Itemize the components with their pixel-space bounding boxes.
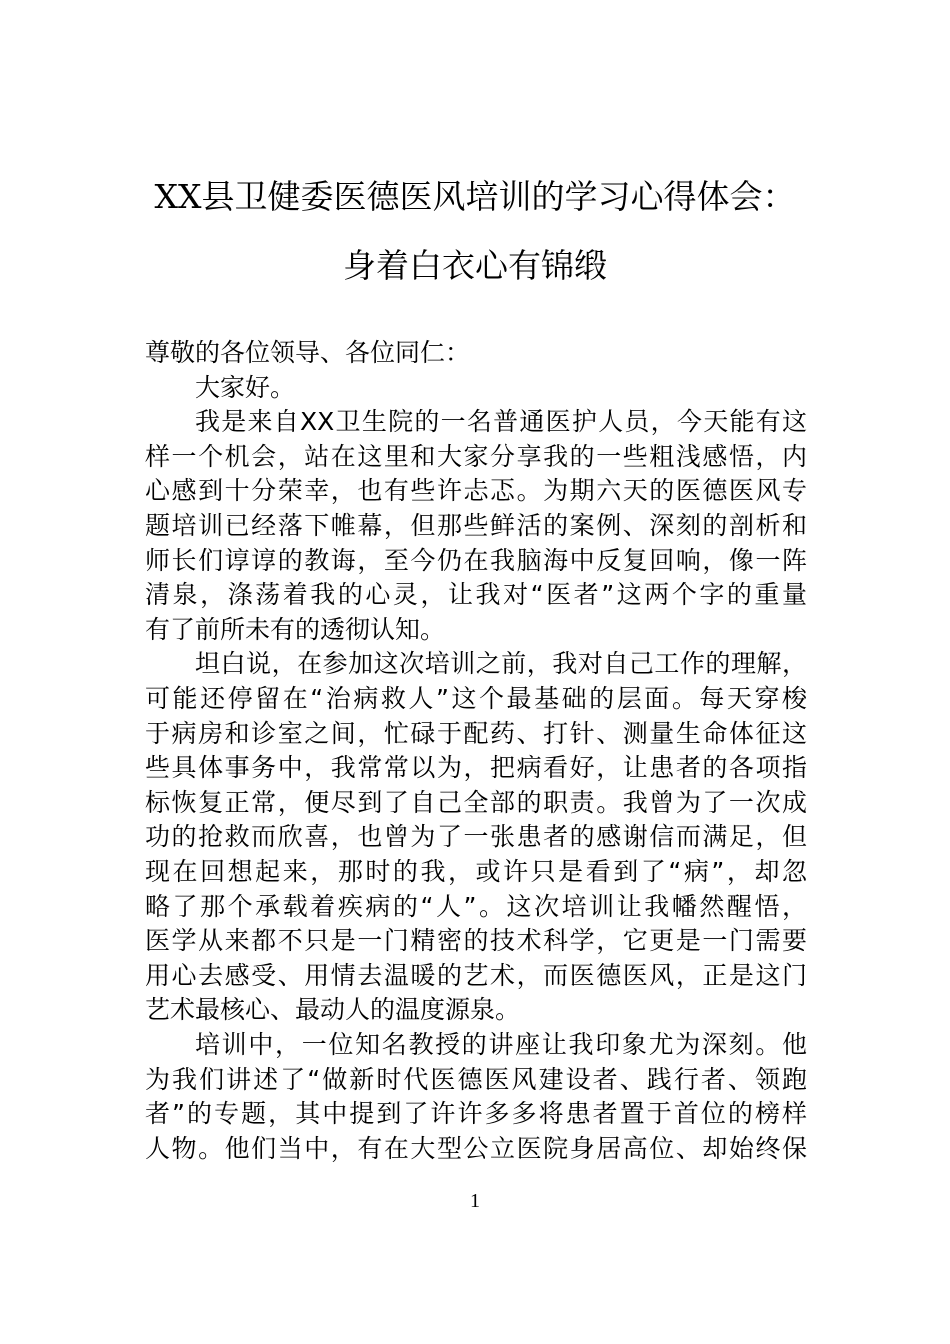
paragraph-3-line: 些具体事务中，我常常以为，把病看好，让患者的各项指: [145, 753, 807, 783]
paragraph-4-line: 为我们讲述了“做新时代医德医风建设者、践行者、领跑: [145, 1064, 807, 1094]
paragraph-3-line: 标恢复正常，便尽到了自己全部的职责。我曾为了一次成: [145, 787, 807, 817]
paragraph-4-line: 培训中，一位知名教授的讲座让我印象尤为深刻。他: [195, 1030, 807, 1059]
paragraph-4-line: 者”的专题，其中提到了许许多多将患者置于首位的榜样: [145, 1099, 807, 1129]
paragraph-2-line: 师长们谆谆的教诲，至今仍在我脑海中反复回响，像一阵: [145, 545, 807, 575]
paragraph-3-line: 略了那个承载着疾病的“人”。这次培训让我幡然醒悟，: [145, 891, 807, 921]
paragraph-2-line: 题培训已经落下帷幕，但那些鲜活的案例、深刻的剖析和: [145, 511, 807, 540]
paragraph-3-line: 于病房和诊室之间，忙碌于配药、打针、测量生命体征这: [145, 718, 807, 748]
paragraph-2-line: 有了前所未有的透彻认知。: [145, 614, 446, 644]
document-title-line-1: XX县卫健委医德医风培训的学习心得体会：: [154, 177, 796, 216]
paragraph-3-line: 可能还停留在“治病救人”这个最基础的层面。每天穿梭: [145, 684, 807, 713]
paragraph-3-line: 坦白说，在参加这次培训之前，我对自己工作的理解，: [195, 649, 807, 679]
paragraph-3-line: 功的抢救而欣喜，也曾为了一张患者的感谢信而满足，但: [145, 822, 807, 852]
document-title-line-2: 身着白衣心有锦缎: [343, 246, 607, 285]
paragraph-2-line: 清泉，涤荡着我的心灵，让我对“医者”这两个字的重量: [145, 580, 807, 610]
paragraph-2-line: 样一个机会，站在这里和大家分享我的一些粗浅感悟，内: [145, 441, 807, 471]
paragraph-2-line: 我是来自XX卫生院的一名普通医护人员，今天能有这: [195, 407, 807, 437]
paragraph-4-line: 人物。他们当中，有在大型公立医院身居高位、却始终保: [145, 1133, 807, 1163]
salutation: 尊敬的各位领导、各位同仁：: [145, 338, 471, 367]
paragraph-1-line: 大家好。: [195, 372, 296, 402]
paragraph-3-line: 医学从来都不只是一门精密的技术科学，它更是一门需要: [145, 926, 807, 956]
paragraph-3-line: 艺术最核心、最动人的温度源泉。: [145, 995, 521, 1025]
page-number: 1: [470, 1190, 480, 1212]
paragraph-2-line: 心感到十分荣幸，也有些许忐忑。为期六天的医德医风专: [145, 476, 807, 506]
paragraph-3-line: 现在回想起来，那时的我，或许只是看到了“病”，却忽: [145, 857, 807, 886]
paragraph-3-line: 用心去感受、用情去温暖的艺术，而医德医风，正是这门: [145, 960, 807, 990]
